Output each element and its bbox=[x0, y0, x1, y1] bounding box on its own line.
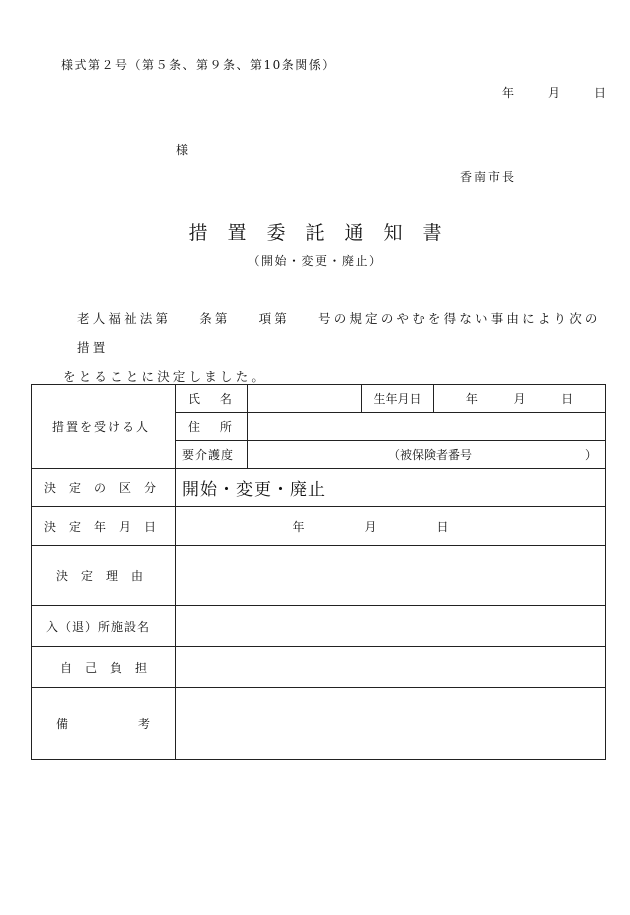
date-day-label: 日 bbox=[594, 86, 607, 100]
address-label: 住 所 bbox=[176, 413, 248, 441]
notice-body-line-2: をとることに決定しました。 bbox=[63, 369, 268, 384]
decision-date-field[interactable] bbox=[176, 507, 606, 546]
date-month-label: 月 bbox=[548, 86, 561, 100]
address-field[interactable] bbox=[248, 413, 606, 441]
item-label: 号の規定のやむを得ない事由により次の措置 bbox=[77, 311, 601, 355]
remarks-field[interactable] bbox=[176, 688, 606, 760]
care-level-field[interactable] bbox=[248, 441, 606, 469]
dob-field[interactable] bbox=[434, 385, 606, 413]
form-number: 様式第２号（第５条、第９条、第10条関係） bbox=[61, 58, 336, 72]
document-title: 措置委託通知書 bbox=[188, 222, 462, 244]
insured-number-close: ） bbox=[584, 448, 597, 462]
facility-name-field[interactable] bbox=[176, 606, 606, 647]
law-prefix: 老人福祉法第 bbox=[77, 311, 172, 326]
notice-body bbox=[63, 304, 608, 391]
self-pay-field[interactable] bbox=[176, 647, 606, 688]
decision-category-value[interactable]: 開始・変更・廃止 bbox=[176, 469, 606, 507]
name-label: 氏 名 bbox=[176, 385, 248, 413]
document-subtitle: （開始・変更・廃止） bbox=[247, 254, 383, 268]
remarks-label-1: 備 bbox=[56, 717, 70, 731]
remarks-label bbox=[32, 688, 176, 760]
issue-date bbox=[502, 84, 606, 101]
issuer-name: 香南市長 bbox=[460, 170, 517, 184]
insured-number-open: （被保険者番号 bbox=[388, 448, 473, 462]
decision-reason-label: 決定理由 bbox=[32, 546, 176, 606]
dob-month-label: 月 bbox=[513, 392, 526, 406]
remarks-label-2: 考 bbox=[137, 717, 151, 731]
paragraph-label: 項第 bbox=[258, 311, 291, 326]
addressee-suffix: 様 bbox=[176, 143, 189, 157]
dob-label: 生年月日 bbox=[362, 385, 434, 413]
decision-year-label: 年 bbox=[292, 519, 305, 534]
article-label: 条第 bbox=[199, 311, 231, 326]
notice-body-line-1 bbox=[63, 304, 608, 362]
decision-day-label: 日 bbox=[436, 519, 449, 534]
name-field[interactable] bbox=[248, 385, 362, 413]
date-year-label: 年 bbox=[502, 86, 515, 100]
notice-form-table bbox=[31, 384, 606, 760]
decision-reason-field[interactable] bbox=[176, 546, 606, 606]
decision-date-label: 決定年月日 bbox=[32, 507, 176, 546]
dob-day-label: 日 bbox=[561, 392, 574, 406]
care-level-label: 要介護度 bbox=[176, 441, 248, 469]
self-pay-label: 自己負担 bbox=[32, 647, 176, 688]
decision-month-label: 月 bbox=[364, 519, 377, 534]
dob-year-label: 年 bbox=[465, 392, 478, 406]
recipient-label: 措置を受ける人 bbox=[32, 385, 176, 469]
decision-category-label: 決定の区分 bbox=[32, 469, 176, 507]
facility-name-label: 入（退）所施設名 bbox=[32, 606, 176, 647]
